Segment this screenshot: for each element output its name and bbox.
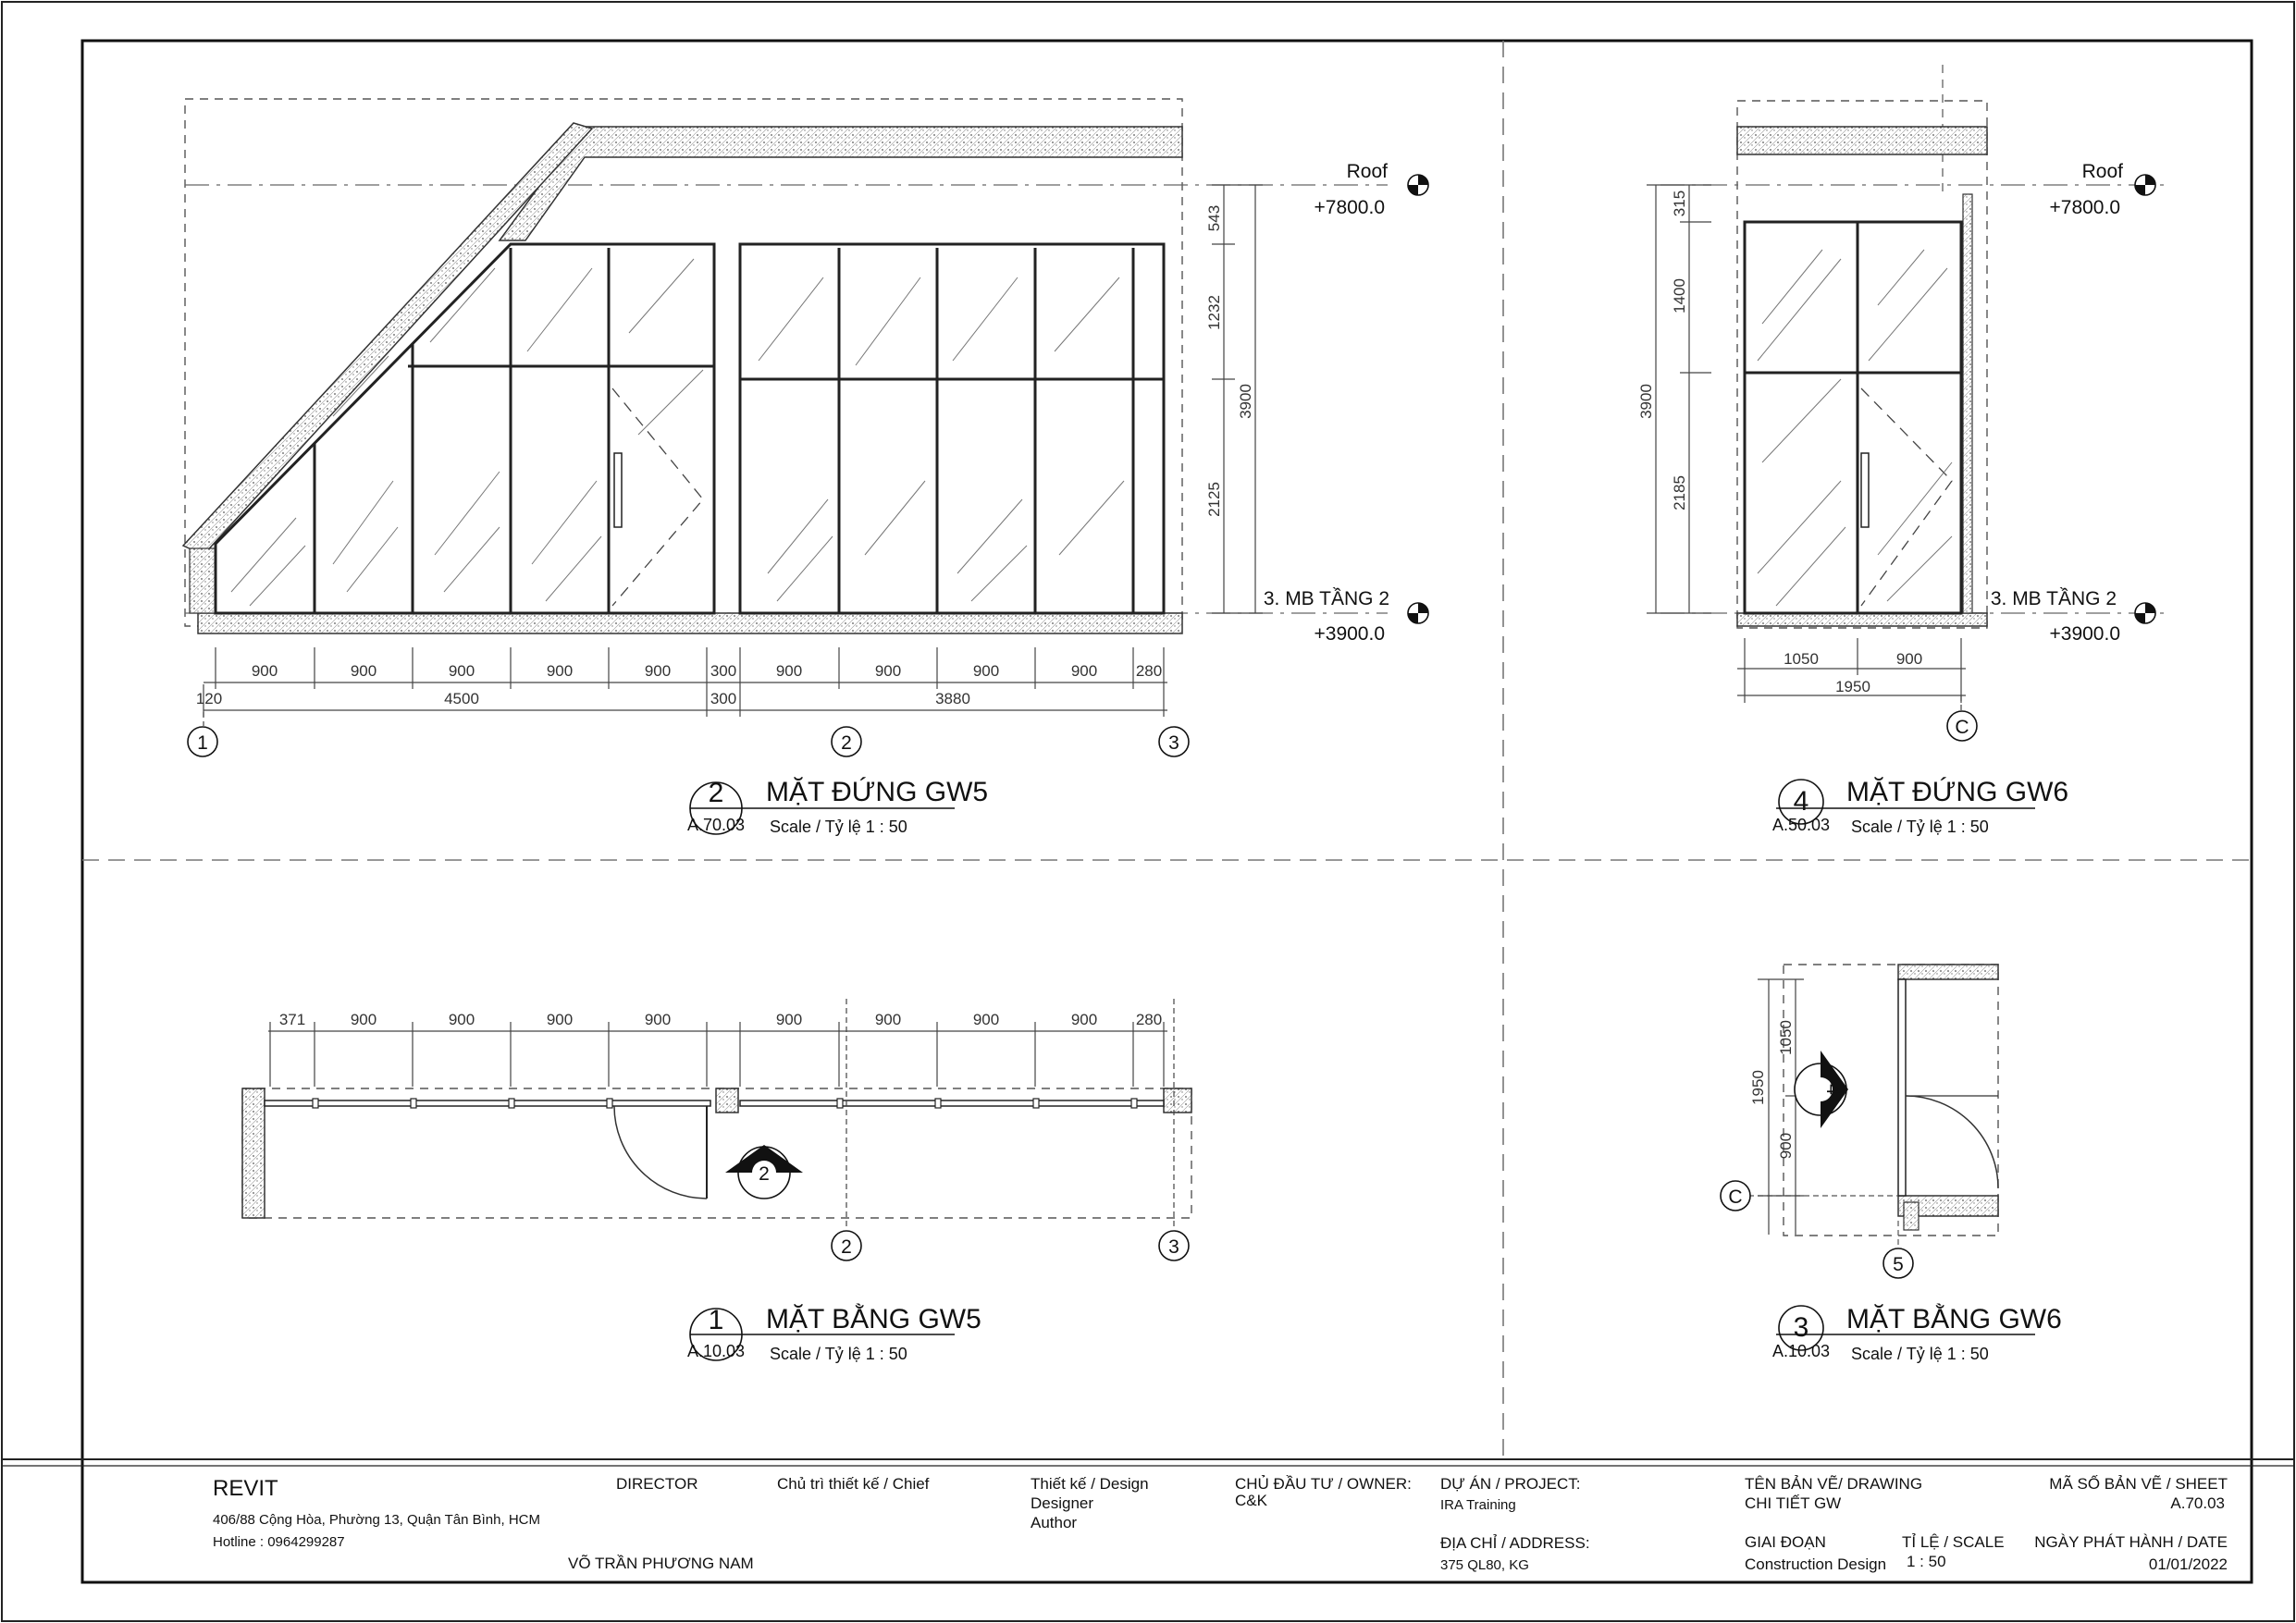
dim: 900: [546, 662, 574, 680]
dim: 300: [710, 662, 737, 680]
view-sheet-ref: A.10.03: [686, 1342, 746, 1360]
company-hotline: Hotline : 0964299287: [213, 1534, 345, 1550]
dim: 900: [972, 662, 1000, 680]
project-address: 375 QL80, KG: [1440, 1557, 1529, 1573]
level-head-icon: [2135, 603, 2155, 623]
level-floor-label: 3. MB TẦNG 2: [1263, 588, 1389, 609]
scale-value: 1 : 50: [1907, 1553, 1946, 1570]
view-sheet-ref: A.70.03: [686, 816, 746, 834]
level-roof-label: Roof: [2081, 161, 2123, 182]
chief-label: Chủ trì thiết kế / Chief: [777, 1475, 930, 1493]
title-block: [2, 1459, 2294, 1573]
company-address: 406/88 Cộng Hòa, Phường 13, Quận Tân Bình, HCM: [213, 1512, 540, 1528]
plan-gw6: [1721, 965, 2062, 1363]
plan-gw5: [242, 999, 1191, 1363]
company-name: REVIT: [213, 1476, 278, 1501]
view-number: 2: [708, 778, 724, 808]
dim: 900: [350, 1011, 377, 1028]
dim: 900: [1895, 650, 1923, 668]
section-mark-number: 4: [1822, 1084, 1844, 1095]
drawing-label: TÊN BẢN VẼ/ DRAWING: [1745, 1475, 1923, 1493]
author: Author: [1031, 1514, 1078, 1531]
dim: 900: [874, 662, 902, 680]
elevation-gw5: [183, 99, 1428, 836]
dim-3900: 3900: [1237, 384, 1254, 419]
view-scale: Scale / Tỷ lệ 1 : 50: [770, 1345, 907, 1363]
owner-label: CHỦ ĐẦU TƯ / OWNER:: [1235, 1475, 1412, 1493]
view-number: 3: [1793, 1312, 1809, 1343]
dim: 900: [775, 662, 803, 680]
view-scale: Scale / Tỷ lệ 1 : 50: [1851, 1345, 1989, 1363]
level-head-icon: [2135, 175, 2155, 195]
elevation-gw6: [1637, 65, 2165, 836]
level-head-icon: [1408, 603, 1428, 623]
level-floor-label: 3. MB TẦNG 2: [1990, 588, 2117, 609]
dim: 900: [1070, 1011, 1098, 1028]
view-title: MẶT BẰNG GW6: [1846, 1304, 2062, 1334]
stage-label: GIAI ĐOẠN: [1745, 1533, 1826, 1551]
level-floor-elev: +3900.0: [2049, 623, 2120, 645]
date-label: NGÀY PHÁT HÀNH / DATE: [2034, 1533, 2228, 1551]
level-roof-elev: +7800.0: [1314, 197, 1385, 218]
view-title: MẶT ĐỨNG GW6: [1846, 777, 2069, 807]
dim: 900: [1777, 1132, 1795, 1160]
project-label: DỰ ÁN / PROJECT:: [1440, 1475, 1581, 1493]
grid-label-2: 2: [841, 732, 852, 754]
view-scale: Scale / Tỷ lệ 1 : 50: [770, 818, 907, 836]
level-floor-elev: +3900.0: [1314, 623, 1385, 645]
director-name: VÕ TRẦN PHƯƠNG NAM: [568, 1555, 754, 1572]
dim: 900: [448, 1011, 475, 1028]
dim: 1050: [1784, 650, 1819, 668]
director-label: DIRECTOR: [616, 1475, 698, 1493]
view-title: MẶT BẰNG GW5: [766, 1304, 981, 1334]
view-number: 4: [1793, 786, 1809, 817]
dim: 3880: [935, 690, 970, 707]
dim: 280: [1135, 1011, 1163, 1028]
grid-label-3: 3: [1168, 1236, 1179, 1258]
view-number: 1: [708, 1305, 724, 1335]
stage: Construction Design: [1745, 1555, 1887, 1573]
section-mark-number: 2: [759, 1163, 770, 1185]
dim: 900: [775, 1011, 803, 1028]
dim: 315: [1671, 190, 1688, 217]
grid-label-5: 5: [1893, 1254, 1904, 1275]
dim: 900: [972, 1011, 1000, 1028]
dim: 900: [644, 1011, 672, 1028]
dim: 1950: [1835, 678, 1870, 695]
dim: 4500: [444, 690, 479, 707]
dim: 300: [710, 690, 737, 707]
dim-1232: 1232: [1205, 295, 1223, 330]
grid-label-2: 2: [841, 1236, 852, 1258]
sheet-label: MÃ SỐ BẢN VẼ / SHEET: [2049, 1475, 2228, 1493]
owner: C&K: [1235, 1492, 1267, 1509]
project: IRA Training: [1440, 1497, 1516, 1513]
view-sheet-ref: A.10.03: [1771, 1342, 1831, 1360]
view-scale: Scale / Tỷ lệ 1 : 50: [1851, 818, 1989, 836]
dim: 900: [546, 1011, 574, 1028]
dim: 280: [1135, 662, 1163, 680]
view-title: MẶT ĐỨNG GW5: [766, 777, 989, 807]
sheet-number: A.70.03: [2170, 1494, 2225, 1512]
scale-label: TỈ LỆ / SCALE: [1902, 1533, 2005, 1551]
level-roof-elev: +7800.0: [2049, 197, 2120, 218]
dim: 1050: [1777, 1020, 1795, 1055]
dim: 900: [1070, 662, 1098, 680]
designer: Designer: [1031, 1494, 1094, 1512]
grid-label-c: C: [1728, 1187, 1743, 1208]
dim: 900: [251, 662, 278, 680]
view-sheet-ref: A.50.03: [1771, 816, 1831, 834]
level-head-icon: [1408, 175, 1428, 195]
dim: 3900: [1637, 384, 1655, 419]
dim: 2185: [1671, 475, 1688, 510]
dim-2125: 2125: [1205, 482, 1223, 517]
dim: 900: [644, 662, 672, 680]
grid-label-1: 1: [197, 732, 208, 754]
drawing: CHI TIẾT GW: [1745, 1494, 1842, 1512]
level-roof-label: Roof: [1346, 161, 1388, 182]
dim: 900: [350, 662, 377, 680]
grid-label-3: 3: [1168, 732, 1179, 754]
grid-label-c: C: [1955, 717, 1969, 738]
dim: 900: [874, 1011, 902, 1028]
dim: 371: [278, 1011, 306, 1028]
design-label: Thiết kế / Design: [1031, 1475, 1149, 1493]
dim: 120: [195, 690, 223, 707]
dim: 1950: [1749, 1070, 1767, 1105]
date: 01/01/2022: [2148, 1555, 2228, 1573]
dim: 900: [448, 662, 475, 680]
dim: 1400: [1671, 278, 1688, 314]
address-label: ĐỊA CHỈ / ADDRESS:: [1440, 1534, 1590, 1552]
dim-543: 543: [1205, 204, 1223, 232]
